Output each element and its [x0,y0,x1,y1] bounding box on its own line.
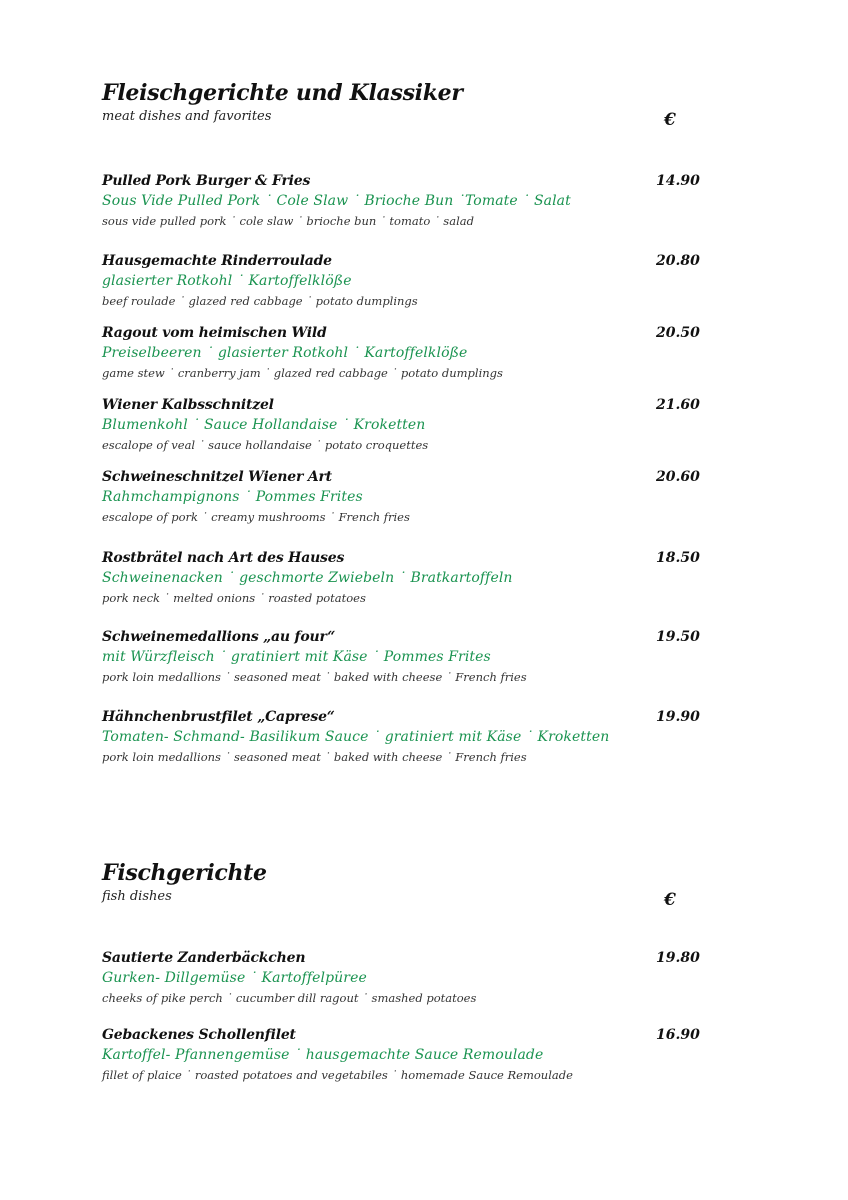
menu-item [102,395,702,454]
dish-price: 19.80 [656,950,700,966]
dish-name: Schweinemedallions „au four“ [102,629,336,645]
section-title: Fischgerichte [102,860,267,886]
dish-price: 18.50 [656,550,700,566]
section-subtitle: fish dishes [102,889,172,904]
section-subtitle: meat dishes and favorites [102,109,272,124]
dish-price: 19.90 [656,709,700,725]
dish-price: 14.90 [656,173,700,189]
dish-description-de: Gurken- Dillgemüse ˙ Kartoffelpüree [102,970,367,986]
menu-item [102,251,702,310]
dish-description-de: mit Würzfleisch ˙ gratiniert mit Käse ˙ Pommes Frites [102,649,491,665]
dish-description-de: Rahmchampignons ˙ Pommes Frites [102,489,363,505]
dish-description-en: escalope of pork ˙ creamy mushrooms ˙ French fries [102,510,410,524]
dish-description-en: cheeks of pike perch ˙ cucumber dill ragout ˙ smashed potatoes [102,991,477,1005]
menu-item [102,707,702,766]
dish-price: 20.60 [656,469,700,485]
dish-description-en: fillet of plaice ˙ roasted potatoes and vegetabiles ˙ homemade Sauce Remoulade [102,1068,573,1082]
dish-price: 16.90 [656,1027,700,1043]
dish-description-de: Tomaten- Schmand- Basilikum Sauce ˙ gratiniert mit Käse ˙ Kroketten [102,729,610,745]
menu-item [102,171,702,230]
dish-description-de: Kartoffel- Pfannengemüse ˙ hausgemachte Sauce Remoulade [102,1047,544,1063]
dish-name: Hausgemachte Rinderroulade [102,253,332,269]
dish-description-de: Sous Vide Pulled Pork ˙ Cole Slaw ˙ Brioche Bun ˙Tomate ˙ Salat [102,193,571,209]
dish-description-de: Schweinenacken ˙ geschmorte Zwiebeln ˙ Bratkartoffeln [102,570,513,586]
dish-name: Wiener Kalbsschnitzel [102,397,274,413]
dish-description-de: Preiselbeeren ˙ glasierter Rotkohl ˙ Kartoffelklöße [102,345,468,361]
dish-name: Schweineschnitzel Wiener Art [102,469,332,485]
section-meat [102,80,702,764]
dish-description-de: Blumenkohl ˙ Sauce Hollandaise ˙ Kroketten [102,417,426,433]
menu-item [102,323,702,382]
dish-description-en: beef roulade ˙ glazed red cabbage ˙ potato dumplings [102,294,418,308]
dish-description-en: escalope of veal ˙ sauce hollandaise ˙ potato croquettes [102,438,429,452]
dish-description-en: pork loin medallions ˙ seasoned meat ˙ baked with cheese ˙ French fries [102,670,527,684]
dish-name: Sautierte Zanderbäckchen [102,950,306,966]
menu-item [102,627,702,686]
dish-description-en: pork neck ˙ melted onions ˙ roasted potatoes [102,591,366,605]
menu-item [102,1025,702,1084]
dish-description-en: pork loin medallions ˙ seasoned meat ˙ baked with cheese ˙ French fries [102,750,527,764]
section-title: Fleischgerichte und Klassiker [102,80,463,106]
dish-price: 20.50 [656,325,700,341]
dish-description-en: sous vide pulled pork ˙ cole slaw ˙ brioche bun ˙ tomato ˙ salad [102,214,474,228]
dish-name: Rostbrätel nach Art des Hauses [102,550,345,566]
dish-price: 21.60 [656,397,700,413]
dish-name: Ragout vom heimischen Wild [102,325,327,341]
dish-description-de: glasierter Rotkohl ˙ Kartoffelklöße [102,273,352,289]
currency-label: € [664,890,676,910]
menu-item [102,948,702,1007]
menu-item [102,467,702,526]
dish-name: Pulled Pork Burger & Fries [102,173,311,189]
dish-description-en: game stew ˙ cranberry jam ˙ glazed red cabbage ˙ potato dumplings [102,366,503,380]
dish-name: Hähnchenbrustfilet „Caprese“ [102,709,335,725]
dish-price: 20.80 [656,253,700,269]
section-fish [102,860,702,1082]
currency-label: € [664,110,676,130]
menu-item [102,548,702,607]
dish-name: Gebackenes Schollenfilet [102,1027,296,1043]
dish-price: 19.50 [656,629,700,645]
